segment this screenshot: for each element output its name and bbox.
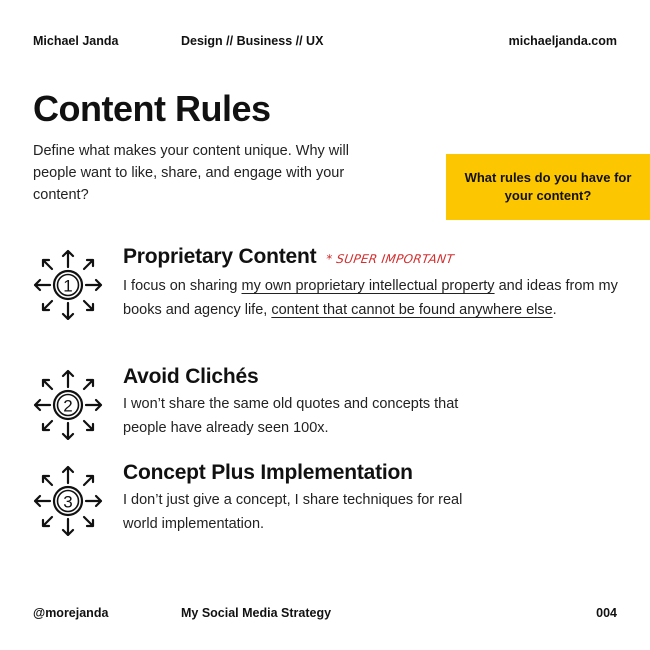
body-text: I focus on sharing xyxy=(123,278,242,294)
numbered-circle-arrows-out-icon xyxy=(30,364,106,440)
social-handle[interactable]: @morejanda xyxy=(33,606,109,620)
author-name: Michael Janda xyxy=(33,34,119,48)
body-text: . xyxy=(552,302,557,318)
rule-heading: Concept Plus Implementation xyxy=(123,461,413,484)
header-bar xyxy=(33,34,617,50)
rule-body: I don’t just give a concept, I share techniques for real world implementation. xyxy=(123,492,463,532)
underlined-phrase: content that cannot be found anywhere else xyxy=(271,302,553,318)
svg-text:1: 1 xyxy=(63,276,73,296)
numbered-circle-arrows-out-icon xyxy=(30,460,106,536)
page-title: Content Rules xyxy=(33,88,271,129)
rule-heading xyxy=(123,244,623,272)
footer-bar xyxy=(33,606,617,622)
intro-text: Define what makes your content unique. Why will people want to like, share, and engage with your content? xyxy=(33,143,349,203)
rule-heading-text: Proprietary Content xyxy=(123,245,317,268)
rule-body: I won’t share the same old quotes and concepts that people have already seen 100x. xyxy=(123,396,459,436)
page-number: 004 xyxy=(596,606,617,620)
rule-body xyxy=(123,274,623,322)
svg-text:2: 2 xyxy=(63,396,73,416)
numbered-circle-arrows-out-icon xyxy=(30,244,106,320)
underlined-phrase: my own proprietary intellectual property xyxy=(241,278,495,294)
svg-text:3: 3 xyxy=(63,492,73,512)
callout-text: What rules do you have for your content? xyxy=(464,170,632,203)
series-title: My Social Media Strategy xyxy=(181,606,332,620)
category-list: Design // Business // UX xyxy=(181,34,324,48)
rule-heading: Avoid Clichés xyxy=(123,365,259,388)
question-callout xyxy=(446,154,650,220)
body-text: and ideas from my books and agency life, xyxy=(123,278,618,318)
super-important-note: * SUPER IMPORTANT xyxy=(325,252,456,266)
website-link[interactable]: michaeljanda.com xyxy=(508,34,617,48)
